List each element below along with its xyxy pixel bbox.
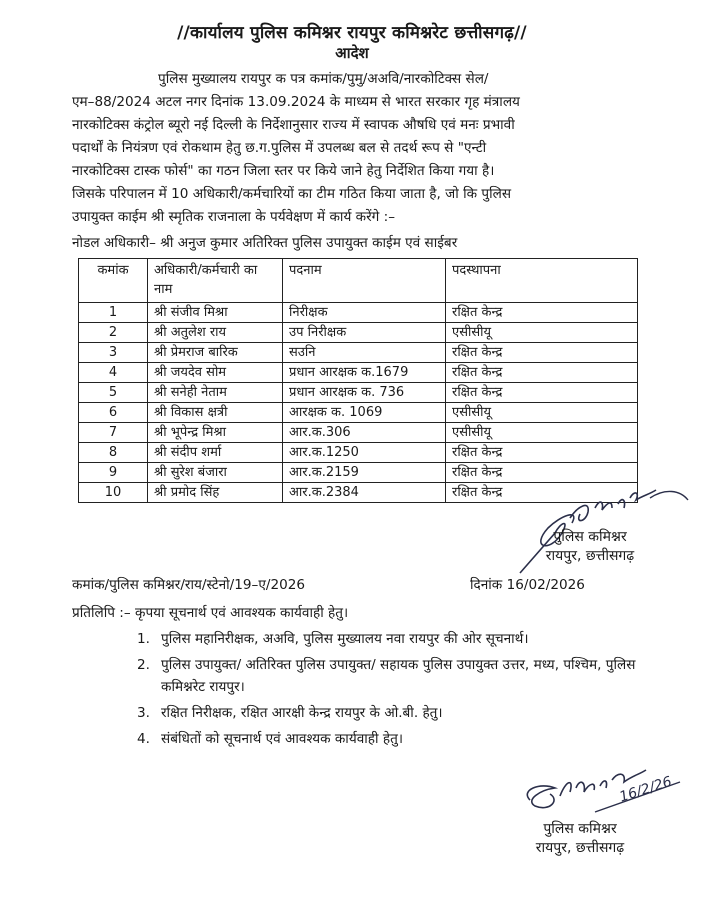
cell-name: श्री विकास क्षत्री [148, 403, 283, 423]
copy-to-intro: प्रतिलिपि :– कृपया सूचनार्थ एवं आवश्यक कार्यवाही हेतु। [72, 605, 349, 621]
cell-designation: उप निरीक्षक [283, 323, 446, 343]
signatory-title: पुलिस कमिश्नर [553, 529, 627, 545]
cell-posting: एसीसीयू [446, 403, 638, 423]
copy-to-list [137, 628, 677, 754]
cell-serial: 6 [79, 403, 148, 423]
cell-serial: 3 [79, 343, 148, 363]
column-header-serial: कमांक [79, 259, 148, 303]
body-line: जिसके परिपालन में 10 अधिकारी/कर्मचारियों का टीम गठित किया जाता है, जो कि पुलिस [72, 186, 512, 202]
table-row [79, 343, 638, 363]
cell-serial: 7 [79, 423, 148, 443]
cell-serial: 5 [79, 383, 148, 403]
cell-posting: रक्षित केन्द्र [446, 483, 638, 503]
cell-serial: 10 [79, 483, 148, 503]
cell-designation: निरीक्षक [283, 303, 446, 323]
cell-posting: रक्षित केन्द्र [446, 443, 638, 463]
copy-item-number: 2. [137, 657, 150, 673]
cell-designation: आर.क.2384 [283, 483, 446, 503]
table-row [79, 423, 638, 443]
cell-posting: रक्षित केन्द्र [446, 363, 638, 383]
cell-designation: प्रधान आरक्षक क.1679 [283, 363, 446, 383]
office-title: //कार्यालय पुलिस कमिश्नर रायपुर कमिश्नरेट छत्तीसगढ़// [177, 23, 527, 43]
body-line: नारकोटिक्स कंट्रोल ब्यूरो नई दिल्ली के निर्देशानुसार राज्य में स्वापक औषधि एवं मनः प्रभावी [72, 117, 515, 133]
copy-to-item [137, 628, 677, 650]
column-header-designation: पदनाम [283, 259, 446, 303]
body-line: पुलिस मुख्यालय रायपुर क पत्र कमांक/पुमु/अअवि/नारकोटिक्स सेल/ [158, 71, 489, 87]
cell-posting: एसीसीयू [446, 423, 638, 443]
signatory-location: रायपुर, छत्तीसगढ़ [535, 840, 625, 856]
nodal-officer-line: नोडल अधिकारी– श्री अनुज कुमार अतिरिक्त पुलिस उपायुक्त काईम एवं साईबर [72, 235, 458, 251]
table-row [79, 463, 638, 483]
cell-posting: एसीसीयू [446, 323, 638, 343]
cell-designation: प्रधान आरक्षक क. 736 [283, 383, 446, 403]
table-row [79, 363, 638, 383]
copy-item-text: संबंधितों को सूचनार्थ एवं आवश्यक कार्यवाही हेतु। [161, 731, 403, 747]
column-header-name: अधिकारी/कर्मचारी का नाम [148, 259, 283, 303]
table-row [79, 403, 638, 423]
copy-to-item [137, 728, 677, 750]
copy-item-text: पुलिस महानिरीक्षक, अअवि, पुलिस मुख्यालय नवा रायपुर की ओर सूचनार्थ। [161, 631, 529, 647]
table-header-row [79, 259, 638, 303]
cell-name: श्री अतुलेश राय [148, 323, 283, 343]
copy-to-item [137, 702, 677, 724]
copy-item-text: पुलिस उपायुक्त/ अतिरिक्त पुलिस उपायुक्त/ सहायक पुलिस उपायुक्त उत्तर, मध्य, पश्चिम, पुलिस कमिश्नरेट रायपुर। [161, 657, 636, 695]
cell-posting: रक्षित केन्द्र [446, 383, 638, 403]
cell-designation: सउनि [283, 343, 446, 363]
cell-designation: आरक्षक क. 1069 [283, 403, 446, 423]
copy-item-number: 1. [137, 631, 150, 647]
cell-posting: रक्षित केन्द्र [446, 343, 638, 363]
cell-name: श्री सनेही नेताम [148, 383, 283, 403]
cell-serial: 1 [79, 303, 148, 323]
signatory-block-2 [500, 820, 660, 858]
cell-posting: रक्षित केन्द्र [446, 463, 638, 483]
cell-posting: रक्षित केन्द्र [446, 303, 638, 323]
cell-name: श्री संजीव मिश्रा [148, 303, 283, 323]
table-row [79, 383, 638, 403]
copy-item-number: 4. [137, 731, 150, 747]
cell-serial: 8 [79, 443, 148, 463]
cell-designation: आर.क.1250 [283, 443, 446, 463]
table-row [79, 483, 638, 503]
cell-serial: 4 [79, 363, 148, 383]
table-row [79, 443, 638, 463]
cell-serial: 9 [79, 463, 148, 483]
column-header-posting: पदस्थापना [446, 259, 638, 303]
cell-name: श्री प्रेमराज बारिक [148, 343, 283, 363]
signatory-location: रायपुर, छत्तीसगढ़ [545, 548, 635, 564]
order-date: दिनांक 16/02/2026 [470, 577, 585, 593]
body-line: उपायुक्त काईम श्री स्मृतिक राजनाला के पर्यवेक्षण में कार्य करेंगे :– [72, 209, 396, 225]
copy-item-text: रक्षित निरीक्षक, रक्षित आरक्षी केन्द्र रायपुर के ओ.बी. हेतु। [161, 705, 443, 721]
cell-designation: आर.क.306 [283, 423, 446, 443]
cell-name: श्री सुरेश बंजारा [148, 463, 283, 483]
copy-item-number: 3. [137, 705, 150, 721]
cell-name: श्री भूपेन्द्र मिश्रा [148, 423, 283, 443]
cell-name: श्री जयदेव सोम [148, 363, 283, 383]
signatory-block-1 [510, 528, 670, 566]
table-row [79, 323, 638, 343]
task-force-table [78, 258, 638, 503]
cell-name: श्री संदीप शर्मा [148, 443, 283, 463]
table-row [79, 303, 638, 323]
body-line: एम–88/2024 अटल नगर दिनांक 13.09.2024 के माध्यम से भारत सरकार गृह मंत्रालय [72, 94, 520, 110]
copy-to-item [137, 654, 677, 698]
order-heading: आदेश [335, 44, 369, 62]
signatory-title: पुलिस कमिश्नर [543, 821, 617, 837]
reference-number: कमांक/पुलिस कमिश्नर/राय/स्टेनो/19–ए/2026 [72, 577, 306, 593]
handwritten-date: 16/2/26 [617, 773, 674, 806]
body-line: पदार्थों के नियंत्रण एवं रोकथाम हेतु छ.ग.पुलिस में उपलब्ध बल से तदर्थ रूप से "एन्टी [72, 140, 487, 156]
body-line: नारकोटिक्स टास्क फोर्स" का गठन जिला स्तर पर किये जाने हेतु निर्देशित किया गया है। [72, 163, 495, 179]
cell-serial: 2 [79, 323, 148, 343]
cell-designation: आर.क.2159 [283, 463, 446, 483]
order-body-paragraph [72, 68, 684, 229]
cell-name: श्री प्रमोद सिंह [148, 483, 283, 503]
